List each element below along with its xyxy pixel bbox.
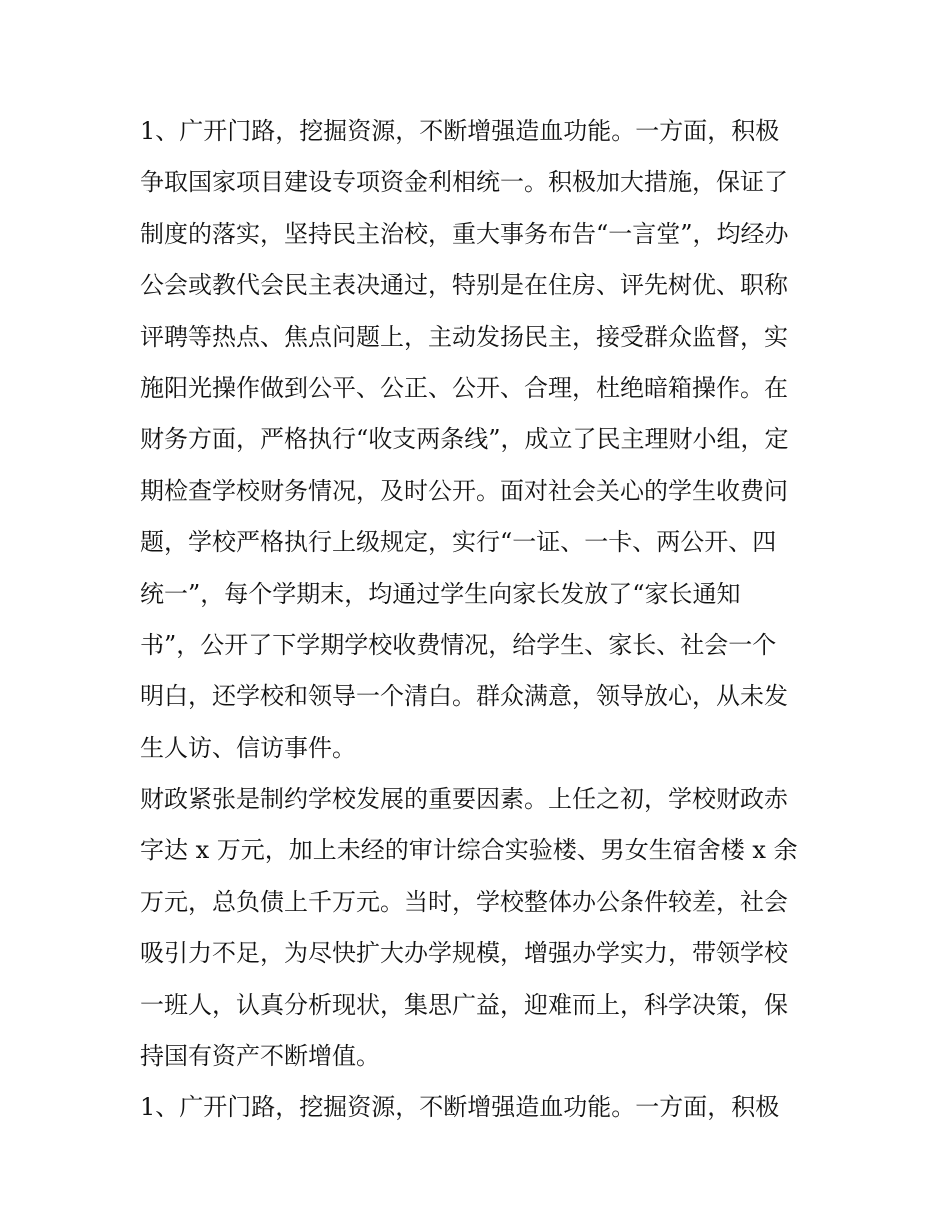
text-line: 期检查学校财务情况，及时公开。面对社会关心的学生收费问	[140, 476, 788, 505]
text-line: 财政紧张是制约学校发展的重要因素。上任之初，学校财政赤	[140, 785, 788, 814]
text-line: 统一”，每个学期末，均通过学生向家长发放了“家长通知	[140, 579, 741, 608]
text-line: 争取国家项目建设专项资金利相统一。积极加大措施，保证了	[140, 168, 788, 197]
text-line: 书”，公开了下学期学校收费情况，给学生、家长、社会一个	[140, 630, 777, 659]
text-line: 公会或教代会民主表决通过，特别是在住房、评先树优、职称	[140, 271, 788, 300]
body-text	[140, 106, 820, 1134]
text-line: 财务方面，严格执行“收支两条线”，成立了民主理财小组，定	[140, 425, 789, 454]
text-line: 字达 x 万元，加上未经的审计综合实验楼、男女生宿舍楼 x 余	[140, 836, 798, 865]
text-line: 评聘等热点、焦点问题上，主动发扬民主，接受群众监督，实	[140, 322, 788, 351]
text-line: 生人访、信访事件。	[140, 733, 356, 762]
text-line: 1、广开门路，挖掘资源，不断增强造血功能。一方面，积极	[140, 1093, 780, 1122]
text-line: 施阳光操作做到公平、公正、公开、合理，杜绝暗箱操作。在	[140, 373, 788, 402]
text-line: 万元，总负债上千万元。当时，学校整体办公条件较差，社会	[140, 887, 788, 916]
text-line: 持国有资产不断增值。	[140, 1042, 380, 1071]
text-line: 制度的落实，坚持民主治校，重大事务布告“一言堂”，均经办	[140, 219, 789, 248]
text-line: 一班人，认真分析现状，集思广益，迎难而上，科学决策，保	[140, 990, 788, 1019]
text-line: 吸引力不足，为尽快扩大办学规模，增强办学实力，带领学校	[140, 939, 788, 968]
text-line: 1、广开门路，挖掘资源，不断增强造血功能。一方面，积极	[140, 117, 780, 145]
text-line: 题，学校严格执行上级规定，实行“一证、一卡、两公开、四	[140, 528, 777, 557]
text-line: 明白，还学校和领导一个清白。群众满意，领导放心，从未发	[140, 682, 788, 711]
